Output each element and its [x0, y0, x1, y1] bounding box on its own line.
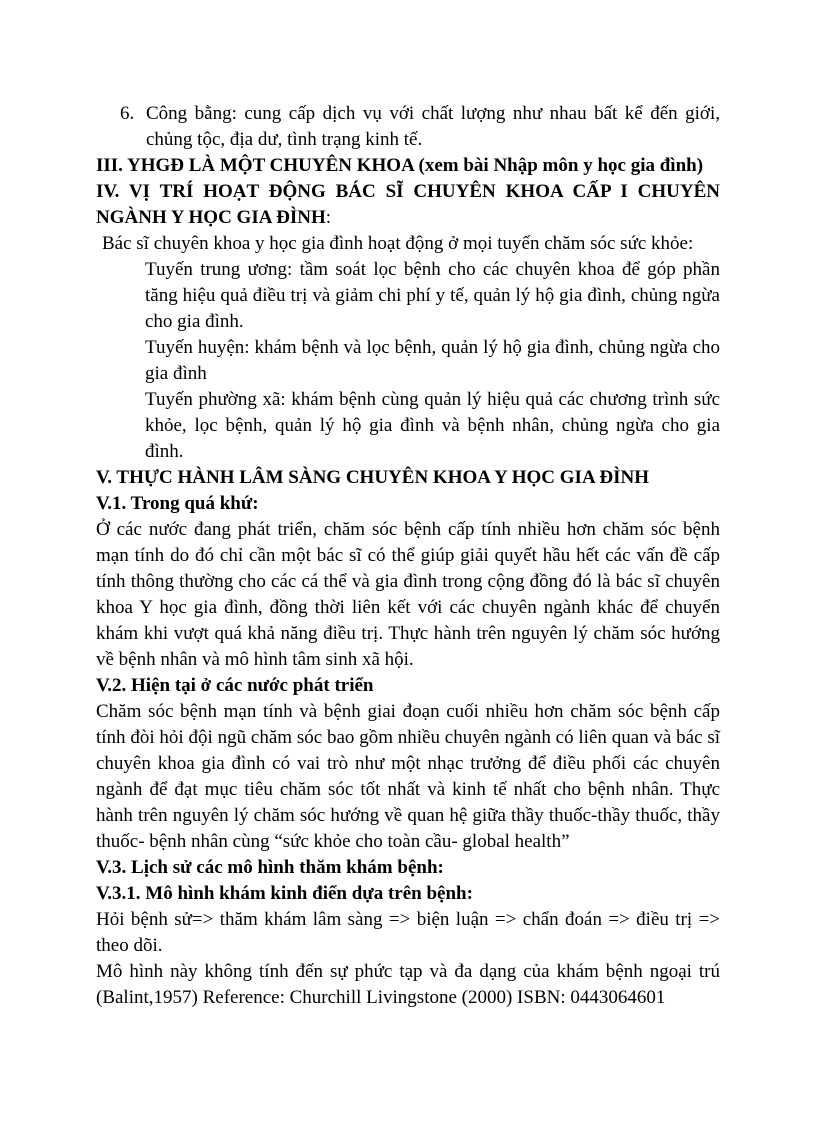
document-page [96, 101, 720, 1011]
tier-central: Tuyến trung ương: tầm soát lọc bệnh cho các chuyên khoa để góp phần tăng hiệu quả điều trị và giảm chi phí y tế, quản lý hộ gia đình, chủng ngừa cho gia đình. [145, 259, 720, 332]
heading-section-5-3-1: V.3.1. Mô hình khám kinh điển dựa trên bệnh: [96, 883, 473, 904]
list-item-text: Công bằng: cung cấp dịch vụ với chất lượng như nhau bất kể đến giới, chủng tộc, địa dư, tình trạng kinh tế. [146, 103, 720, 150]
heading-section-5-3: V.3. Lịch sử các mô hình thăm khám bệnh: [96, 857, 444, 878]
heading-section-5-1: V.1. Trong quá khứ: [96, 493, 259, 514]
section-5-3-1-note: Mô hình này không tính đến sự phức tạp và đa dạng của khám bệnh ngoại trú (Balint,1957) Reference: Churchill Livingstone (2000) ISBN: 0443064601 [96, 961, 720, 1008]
heading-section-5: V. THỰC HÀNH LÂM SÀNG CHUYÊN KHOA Y HỌC GIA ĐÌNH [96, 467, 649, 488]
heading-section-5-2: V.2. Hiện tại ở các nước phát triển [96, 675, 374, 696]
tier-district: Tuyến huyện: khám bệnh và lọc bệnh, quản lý hộ gia đình, chủng ngừa cho gia đình [145, 337, 720, 384]
list-item-number: 6. [120, 103, 135, 124]
heading-section-4-line2-text: NGÀNH Y HỌC GIA ĐÌNH [96, 207, 326, 228]
heading-section-4-line1: IV. VỊ TRÍ HOẠT ĐỘNG BÁC SĨ CHUYÊN KHOA CẤP I CHUYÊN [96, 181, 720, 202]
section-5-1-body: Ở các nước đang phát triển, chăm sóc bệnh cấp tính nhiều hơn chăm sóc bệnh mạn tính do đó chỉ cần một bác sĩ có thể giúp giải quyết hầu hết các vấn đề cấp tính thông thường cho các cá thể và gia đình trong cộng đồng đó là bác sĩ chuyên khoa Y học gia đình, đồng thời liên kết với các chuyên ngành khác để chuyển khám khi vượt quá khả năng điều trị. Thực hành trên nguyên lý chăm sóc hướng về bệnh nhân và mô hình tâm sinh xã hội. [96, 519, 720, 670]
heading-section-3: III. YHGĐ LÀ MỘT CHUYÊN KHOA (xem bài Nhập môn y học gia đình) [96, 155, 704, 176]
section-5-2-body: Chăm sóc bệnh mạn tính và bệnh giai đoạn cuối nhiều hơn chăm sóc bệnh cấp tính đòi hỏi đội ngũ chăm sóc bao gồm nhiều chuyên ngành có liên quan và bác sĩ chuyên khoa gia đình có vai trò như một nhạc trưởng để điều phối các chuyên ngành để đạt mục tiêu chăm sóc tốt nhất và kinh tế nhất cho bệnh nhân. Thực hành trên nguyên lý chăm sóc hướng về quan hệ giữa thầy thuốc-thầy thuốc, thầy thuốc- bệnh nhân cùng “sức khỏe cho toàn cầu- global health” [96, 701, 720, 852]
heading-section-4-line2 [96, 205, 720, 231]
heading-section-4-colon: : [325, 207, 332, 228]
tier-commune: Tuyến phường xã: khám bệnh cùng quản lý hiệu quả các chương trình sức khỏe, lọc bệnh, quản lý hộ gia đình và bệnh nhân, chủng ngừa cho gia đình. [145, 389, 720, 462]
list-item-6 [96, 101, 720, 153]
tiers-intro: Bác sĩ chuyên khoa y học gia đình hoạt động ở mọi tuyến chăm sóc sức khỏe: [102, 233, 694, 254]
section-5-3-1-flow: Hỏi bệnh sử=> thăm khám lâm sàng => biện luận => chẩn đoán => điều trị => theo dõi. [96, 909, 720, 956]
